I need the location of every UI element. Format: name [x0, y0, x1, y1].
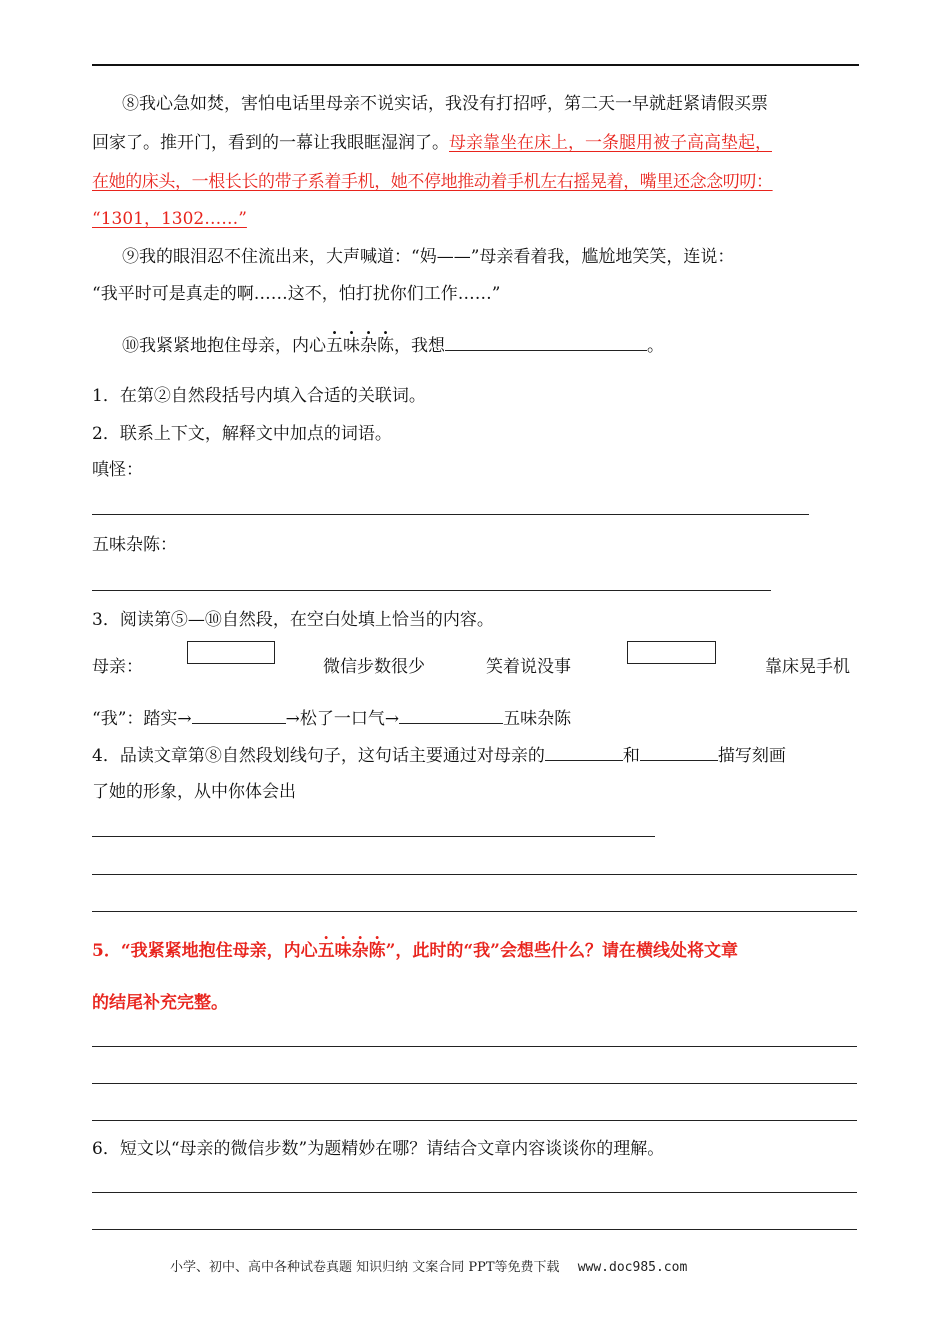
dotted-char: 味 — [343, 336, 360, 356]
q2-answer-line-1[interactable] — [92, 514, 809, 515]
q2-term-2: 五味杂陈： — [92, 535, 177, 555]
q4-blank-2[interactable] — [640, 744, 718, 761]
q3-answer-box-2[interactable] — [627, 641, 716, 664]
q3-answer-box-1[interactable] — [187, 641, 275, 664]
q6-answer-line-1[interactable] — [92, 1192, 857, 1193]
q3-me-end: 五味杂陈 — [503, 709, 572, 729]
question-5-line-2: 的结尾补充完整。 — [92, 993, 228, 1013]
footer-url[interactable]: www.doc985.com — [577, 1260, 688, 1275]
dotted-char: 五 — [326, 336, 343, 356]
para9-line1: ⑨我的眼泪忍不住流出来，大声喊道：“妈——”母亲看着我，尴尬地笑笑，连说： — [122, 247, 735, 267]
q5-prefix: 5．“我紧紧地抱住母亲，内心 — [92, 941, 318, 961]
q3-mother-label: 母亲： — [92, 657, 143, 677]
para10 — [122, 334, 664, 356]
q3-me-blank-1[interactable] — [192, 707, 286, 724]
dotted-char: 杂 — [351, 941, 369, 961]
q4-part-c: 描写刻画 — [717, 746, 786, 766]
q2-term-1: 嗔怪： — [92, 460, 143, 480]
question-2: 2．联系上下文，解释文中加点的词语。 — [92, 424, 392, 444]
q3-me-blank-2[interactable] — [399, 707, 503, 724]
q3-me-mid: →松了一口气→ — [285, 709, 400, 729]
header-rule — [92, 64, 859, 66]
q3-me-row — [92, 707, 571, 729]
q3-mother-item-2: 微信步数很少 — [323, 657, 425, 677]
para8-line4: “1301，1302……” — [92, 209, 247, 229]
dotted-char: 味 — [334, 941, 352, 961]
para10-after: ，我想 — [394, 336, 445, 356]
q3-me-label: “我”：踏实→ — [92, 709, 192, 729]
para8-underlined-sentence: 母亲靠坐在床上，一条腿用被子高高垫起， — [449, 133, 772, 153]
dotted-char: 五 — [317, 941, 335, 961]
para8-line2 — [92, 133, 772, 153]
q3-mother-item-5: 靠床晃手机 — [765, 657, 850, 677]
footer — [170, 1256, 687, 1275]
q4-part-a: 4．品读文章第⑧自然段划线句子，这句话主要通过对母亲的 — [92, 746, 545, 766]
para10-blank[interactable] — [445, 334, 647, 351]
footer-text: 小学、初中、高中各种试卷真题 知识归纳 文案合同 PPT等免费下载 — [170, 1260, 560, 1275]
q4-blank-1[interactable] — [545, 744, 623, 761]
q3-mother-item-3: 笑着说没事 — [486, 657, 571, 677]
q5-answer-line-3[interactable] — [92, 1120, 857, 1121]
dotted-char: 陈 — [368, 941, 386, 961]
para9-line2: “我平时可是真走的啊……这不，怕打扰你们工作……” — [92, 284, 501, 304]
para8-line3: 在她的床头，一根长长的带子系着手机，她不停地推动着手机左右摇晃着，嘴里还念念叨叨： — [92, 172, 773, 192]
question-4-line-1 — [92, 744, 786, 766]
dotted-char: 陈 — [377, 336, 394, 356]
q4-answer-line-2[interactable] — [92, 874, 857, 875]
question-1: 1．在第②自然段括号内填入合适的关联词。 — [92, 386, 426, 406]
question-5-line-1 — [92, 941, 738, 961]
q5-answer-line-2[interactable] — [92, 1083, 857, 1084]
para10-before: ⑩我紧紧地抱住母亲，内心 — [122, 336, 326, 356]
para8-line2-plain: 回家了。推开门，看到的一幕让我眼眶湿润了。 — [92, 133, 449, 153]
question-6: 6．短文以“母亲的微信步数”为题精妙在哪？请结合文章内容谈谈你的理解。 — [92, 1139, 665, 1159]
para10-end: 。 — [647, 336, 664, 356]
q4-answer-line-3[interactable] — [92, 911, 857, 912]
q2-answer-line-2[interactable] — [92, 590, 771, 591]
q6-answer-line-2[interactable] — [92, 1229, 857, 1230]
question-4-line-2: 了她的形象，从中你体会出 — [92, 782, 296, 802]
dotted-char: 杂 — [360, 336, 377, 356]
question-3: 3．阅读第⑤—⑩自然段，在空白处填上恰当的内容。 — [92, 610, 494, 630]
q4-part-b: 和 — [622, 746, 640, 766]
q5-suffix: ”，此时的“我”会想些什么？请在横线处将文章 — [385, 941, 738, 961]
q5-answer-line-1[interactable] — [92, 1046, 857, 1047]
q4-answer-line-1[interactable] — [92, 836, 655, 837]
para8-line1: ⑧我心急如焚，害怕电话里母亲不说实话，我没有打招呼，第二天一早就赶紧请假买票 — [122, 94, 768, 114]
